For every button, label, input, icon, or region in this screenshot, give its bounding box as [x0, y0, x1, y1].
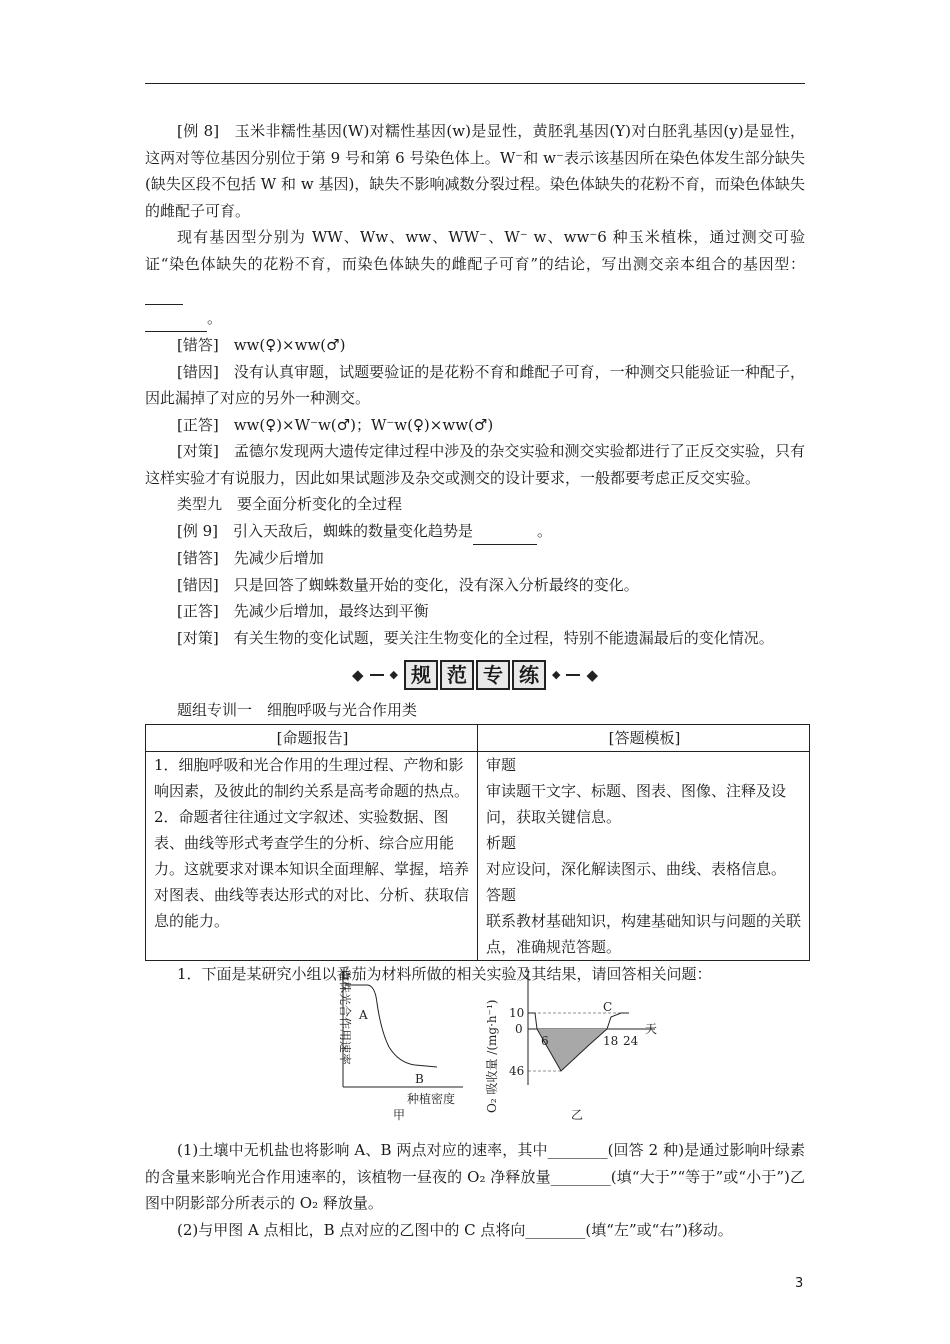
diamond-small-icon: ◆ — [552, 667, 561, 681]
example9-wrong-reason: [错因] 只是回答了蜘蛛数量开始的变化，没有深入分析最终的变化。 — [177, 575, 639, 594]
example9-right-answer: [正答] 先减少后增加，最终达到平衡 — [177, 602, 429, 620]
template-body-3: 联系教材基础知识，构建基础知识与问题的关联点，准确规范答题。 — [486, 911, 802, 956]
banner-char: 练 — [512, 660, 546, 690]
chart-yi-ytick-46: 46 — [509, 1064, 525, 1078]
question1-part2: (2)与甲图 A 点相比，B 点对应的乙图中的 C 点将向________(填“左”或“右”)移动。 — [177, 1220, 733, 1239]
table-header-right: [答题模板] — [478, 724, 810, 751]
dash-decoration — [566, 674, 580, 676]
template-body-2: 对应设问，深化解读图示、曲线、表格信息。 — [486, 859, 787, 878]
type9-title: 类型九 要全面分析变化的全过程 — [177, 495, 403, 513]
question1-intro: 1．下面是某研究小组以番茄为材料所做的相关实验及其结果，请回答相关问题： — [177, 964, 712, 983]
example8-right-answer: [正答] ww(♀)×W⁻w(♂)；W⁻w(♀)×ww(♂) — [177, 415, 494, 434]
report-item-2: 2．命题者往往通过文字叙述、实验数据、图表、曲线等形式考查学生的分析、综合应用能力。这就要求对课本知识全面理解、掌握，培养对图表、曲线等表达形式的对比、分析、获取信息的能力。 — [154, 807, 470, 930]
banner-char: 专 — [476, 660, 510, 690]
chart-yi-xlabel: 天 — [645, 1022, 658, 1036]
banner-char: 范 — [440, 660, 474, 690]
page-content — [145, 118, 805, 1243]
template-title-2: 析题 — [486, 833, 517, 852]
chart-yi-ytick-10: 10 — [509, 1006, 525, 1020]
dash-decoration — [370, 674, 384, 676]
example9-strategy: [对策] 有关生物的变化试题，要关注生物变化的全过程，特别不能遗漏最后的变化情况。 — [177, 628, 774, 647]
example8-wrong-answer: [错答] ww(♀)×ww(♂) — [177, 336, 346, 354]
chart-yi-ylabel: O₂ 吸收量 /(mg·h⁻¹) — [485, 999, 499, 1113]
banner-char: 规 — [404, 660, 438, 690]
chart-jia-point-b: B — [415, 1072, 424, 1086]
table-cell-left — [146, 751, 478, 960]
report-table — [145, 724, 810, 961]
table-header-left: [命题报告] — [146, 724, 478, 751]
chart-yi — [484, 969, 657, 1122]
diamond-icon: ◆ — [351, 665, 364, 684]
chart-yi-xtick-18: 18 — [603, 1034, 619, 1048]
chart-yi-xtick-24: 24 — [623, 1034, 639, 1048]
chart-jia-point-a: A — [359, 1008, 368, 1022]
example8-question: [例 8] 玉米非糯性基因(W)对糯性基因(w)是显性，黄胚乳基因(Y)对白胚乳基因(y)是显性，这两对等位基因分别位于第 9 号和第 6 号染色体上。W⁻和 w⁻表示该基因所在染色体发生部分缺失(缺失区段不包括 W 和 w 基因)，缺失不影响减数分裂过程。染色体缺失的花粉不育，而染色体缺失的雌配子可育。 — [145, 122, 805, 220]
chart-jia-xlabel: 种植密度 — [407, 1092, 456, 1106]
example9-question: [例 9] 引入天敌后，蜘蛛的数量变化趋势是 。 — [145, 518, 805, 546]
example8-wrong-reason: [错因] 没有认真审题，试题要验证的是花粉不育和雌配子可育，一种测交只能验证一种配子，因此漏掉了对应的另外一种测交。 — [145, 362, 805, 407]
page-number: 3 — [795, 1276, 804, 1291]
chart-jia-curve — [345, 985, 437, 1067]
diamond-small-icon: ◆ — [389, 667, 398, 681]
banner-title — [404, 660, 546, 690]
chart-yi-point-c: C — [603, 1000, 613, 1014]
example8-question2: 现有基因型分别为 WW、Ww、ww、WW⁻、W⁻ w、ww⁻6 种玉米植株，通过测交可验证“染色体缺失的花粉不育，而染色体缺失的雌配子可育”的结论，写出测交亲本组合的基因型： 。 — [145, 224, 805, 332]
chart-yi-title: 乙 — [571, 1108, 584, 1122]
chart-yi-ytick-0: 0 — [515, 1022, 523, 1036]
chart-jia-title: 甲 — [393, 1108, 406, 1122]
question1-part1: (1)土壤中无机盐也将影响 A、B 两点对应的速率，其中________(回答 2 种)是通过影响叶绿素的含量来影响光合作用速率的，该植物一昼夜的 O₂ 净释放量________(填“大于”“等于”或“小于”)乙图中阴影部分所表示的 O₂ 释放量。 — [145, 1141, 805, 1212]
template-title-1: 审题 — [486, 755, 517, 774]
template-title-3: 答题 — [486, 885, 517, 904]
chart-jia-ylabel: 单株光合作用速率 — [338, 969, 352, 1066]
chart-yi-xtick-6: 6 — [541, 1034, 549, 1048]
section-banner — [145, 655, 805, 695]
diamond-icon: ◆ — [586, 665, 599, 684]
table-cell-right — [478, 751, 810, 960]
chart-jia — [338, 969, 463, 1122]
example8-strategy: [对策] 孟德尔发现两大遗传定律过程中涉及的杂交实验和测交实验都进行了正反交实验，只有这样实验才有说服力，因此如果试题涉及杂交或测交的设计要求，一般都要考虑正反交实验。 — [145, 442, 805, 487]
group-title: 题组专训一 细胞呼吸与光合作用类 — [177, 701, 418, 719]
report-item-1: 1．细胞呼吸和光合作用的生理过程、产物和影响因素，及彼此的制约关系是高考命题的热点。 — [154, 755, 470, 800]
template-body-1: 审读题干文字、标题、图表、图像、注释及设问，获取关键信息。 — [486, 781, 787, 826]
top-rule — [145, 83, 805, 84]
example9-wrong-answer: [错答] 先减少后增加 — [177, 549, 324, 567]
